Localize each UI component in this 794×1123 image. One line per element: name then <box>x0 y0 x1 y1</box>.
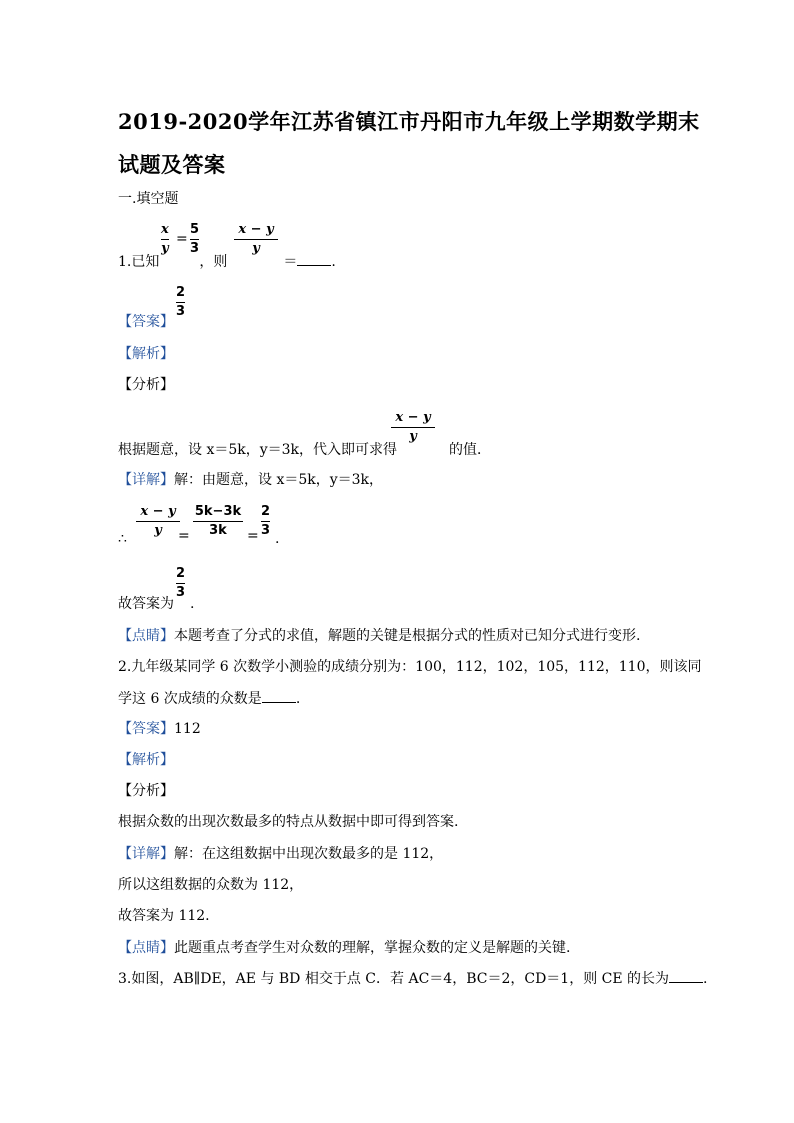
q2-fenxi-tag: 【分析】 <box>118 783 174 799</box>
q1-detail <box>118 469 383 489</box>
q1-analysis <box>118 439 491 459</box>
q1-step-fraction-2: 5k−3k 3k <box>194 504 242 538</box>
q1-step-fraction-3: 2 3 <box>261 504 271 538</box>
q2-comment-tag: 【点睛】 <box>118 940 174 956</box>
q1-answer-fraction: 2 3 <box>176 285 186 319</box>
q2-answer-value: 112 <box>174 721 201 737</box>
q1-stem <box>118 251 336 271</box>
q1-prefix: 1.已知 <box>118 254 160 270</box>
q2-detail-tag: 【详解】 <box>118 846 174 862</box>
q1-conclude-text: 故答案为 <box>118 596 174 612</box>
q1-conclude-fraction: 2 3 <box>176 566 186 600</box>
q2-stem-line1: 2.九年级某同学 6 次数学小测验的成绩分别为：100，112，102，105，112，110，则该同 <box>118 659 702 675</box>
document-title-line1: 2019-2020学年江苏省镇江市丹阳市九年级上学期数学期末 <box>118 109 700 134</box>
q1-given-eq: = <box>176 231 188 247</box>
q2-jiexi-tag: 【解析】 <box>118 752 174 768</box>
q1-step-eq-2: = <box>247 528 259 544</box>
q2-detail-text: 解：在这组数据中出现次数最多的是 112， <box>174 846 444 862</box>
q1-detail-tag: 【详解】 <box>118 472 174 488</box>
q1-conclude-end: . <box>190 596 195 612</box>
q1-comment <box>118 625 640 645</box>
q2-analysis-text: 根据众数的出现次数最多的特点从数据中即可得到答案. <box>118 814 459 830</box>
q2-answer-tag: 【答案】 <box>118 721 174 737</box>
q1-conclude <box>118 593 194 613</box>
q3-stem <box>118 968 708 988</box>
q1-analysis-text: 根据题意，设 x＝5k，y＝3k，代入即可求得 <box>118 442 398 458</box>
q1-therefore: ∴ <box>118 531 127 547</box>
q2-detail-line3: 故答案为 112. <box>118 908 210 924</box>
q2-comment <box>118 937 570 957</box>
q2-comment-text: 此题重点考查学生对众数的理解，掌握众数的定义是解题的关键. <box>174 940 571 956</box>
q1-target-fraction: x − y y <box>234 222 278 257</box>
q1-given-fraction-right: 5 3 <box>190 222 200 256</box>
q1-step-eq-1: = <box>178 528 190 544</box>
q3-stem-text: 3.如图，AB∥DE，AE 与 BD 相交于点 C．若 AC＝4，BC＝2，CD＝1，则 CE 的长为 <box>118 971 670 987</box>
q1-analysis-end: 的值． <box>449 442 492 458</box>
q1-jiexi-tag: 【解析】 <box>118 346 174 362</box>
q1-end: . <box>331 254 336 270</box>
q1-detail-text: 解：由题意，设 x＝5k，y＝3k， <box>174 472 384 488</box>
q1-suffix: ＝ <box>283 254 298 270</box>
q2-stem-text: 学这 6 次成绩的众数是 <box>118 691 262 707</box>
q2-detail <box>118 843 443 863</box>
q1-answer-tag: 【答案】 <box>118 314 174 330</box>
q1-fenxi-tag: 【分析】 <box>118 377 174 393</box>
q1-comment-text: 本题考查了分式的求值，解题的关键是根据分式的性质对已知分式进行变形. <box>174 628 641 644</box>
q1-mid: ，则 <box>199 254 228 270</box>
q2-answer <box>118 718 201 738</box>
q1-answer-blank <box>297 253 331 266</box>
q3-answer-blank <box>669 970 703 983</box>
q1-given-fraction-left: x y <box>161 222 169 256</box>
q2-answer-blank <box>262 690 296 703</box>
q2-stem-end: . <box>295 691 301 707</box>
document-title-line2: 试题及答案 <box>118 152 226 177</box>
q3-stem-end: . <box>703 971 708 987</box>
q1-step-end: . <box>275 531 280 547</box>
q1-analysis-fraction: x − y y <box>391 410 435 445</box>
q1-comment-tag: 【点睛】 <box>118 628 174 644</box>
q2-stem-line2 <box>118 688 300 708</box>
q2-detail-line2: 所以这组数据的众数为 112， <box>118 877 304 893</box>
section-heading: 一.填空题 <box>118 191 179 207</box>
q1-step-fraction-1: x − y y <box>136 504 180 539</box>
